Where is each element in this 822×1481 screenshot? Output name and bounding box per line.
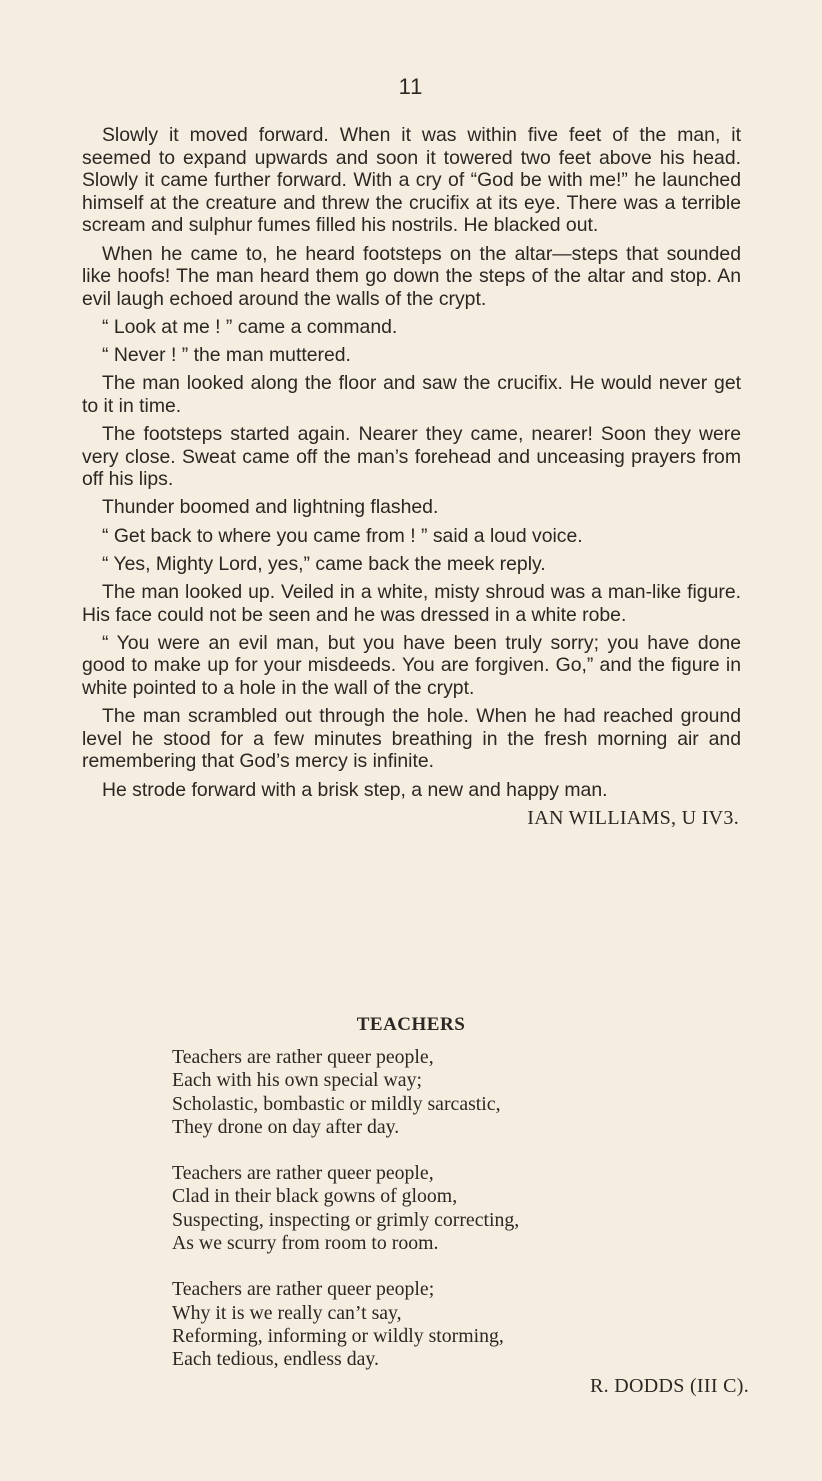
- poem: [172, 1046, 752, 1372]
- story-paragraph: “ Look at me ! ” came a command.: [102, 315, 398, 338]
- poem-stanza: [172, 1278, 752, 1371]
- poem-line: Each with his own special way;: [172, 1069, 422, 1092]
- poem-stanza: [172, 1046, 752, 1139]
- poem-line: They drone on day after day.: [172, 1115, 400, 1138]
- poem-line: Clad in their black gowns of gloom,: [172, 1185, 458, 1208]
- story-paragraph: The footsteps started again. Nearer they came, nearer! Soon they were very close. Sweat came off the man’s forehead and unceasing prayers from off his lips.: [82, 423, 741, 491]
- poem-line: As we scurry from room to room.: [172, 1232, 439, 1255]
- poem-line: Scholastic, bombastic or mildly sarcastic,: [172, 1092, 501, 1115]
- story-paragraph: When he came to, he heard footsteps on the altar—steps that sounded like hoofs! The man heard them go down the steps of the altar and stop. An evil laugh echoed around the walls of the crypt.: [82, 242, 741, 310]
- story-paragraph: “ Never ! ” the man muttered.: [102, 344, 351, 367]
- story-paragraph: He strode forward with a brisk step, a new and happy man.: [102, 778, 608, 801]
- story-author: IAN WILLIAMS, U IV3.: [527, 807, 739, 830]
- story-paragraph: “ Yes, Mighty Lord, yes,” came back the meek reply.: [102, 552, 546, 575]
- story-paragraph: Thunder boomed and lightning flashed.: [102, 496, 439, 519]
- story-paragraph: “ You were an evil man, but you have been truly sorry; you have done good to make up for your misdeeds. You are forgiven. Go,” and the figure in white pointed to a hole in the wall of the crypt.: [82, 631, 741, 699]
- poem-line: Why it is we really can’t say,: [172, 1301, 402, 1324]
- poem-line: Teachers are rather queer people;: [172, 1278, 435, 1301]
- poem-line: Suspecting, inspecting or grimly correcting,: [172, 1208, 520, 1231]
- poem-line: Each tedious, endless day.: [172, 1348, 379, 1371]
- story-paragraph: Slowly it moved forward. When it was within five feet of the man, it seemed to expand upwards and soon it towered two feet above his head. Slowly it came further forward. With a cry of “God be with me!” he launched himself at the creature and threw the crucifix at its eye. There was a terrible scream and sulphur fumes filled his nostrils. He blacked out.: [82, 124, 741, 237]
- poem-line: Teachers are rather queer people,: [172, 1162, 434, 1185]
- poem-line: Teachers are rather queer people,: [172, 1046, 434, 1068]
- story-paragraph: The man looked up. Veiled in a white, misty shroud was a man-like figure. His face could not be seen and he was dressed in a white robe.: [82, 581, 741, 626]
- poem-line: Reforming, informing or wildly storming,: [172, 1324, 504, 1347]
- poem-stanza: [172, 1162, 752, 1255]
- page-number: 11: [398, 74, 424, 99]
- story-paragraph: “ Get back to where you came from ! ” said a loud voice.: [102, 524, 583, 547]
- story: [82, 124, 741, 830]
- story-paragraph: The man looked along the floor and saw the crucifix. He would never get to it in time.: [82, 372, 741, 417]
- poem-title: TEACHERS: [356, 1014, 466, 1035]
- poem-author: R. DODDS (III C).: [590, 1375, 749, 1397]
- story-paragraph: The man scrambled out through the hole. When he had reached ground level he stood for a few minutes breathing in the fresh morning air and remembering that God’s mercy is infinite.: [82, 705, 741, 773]
